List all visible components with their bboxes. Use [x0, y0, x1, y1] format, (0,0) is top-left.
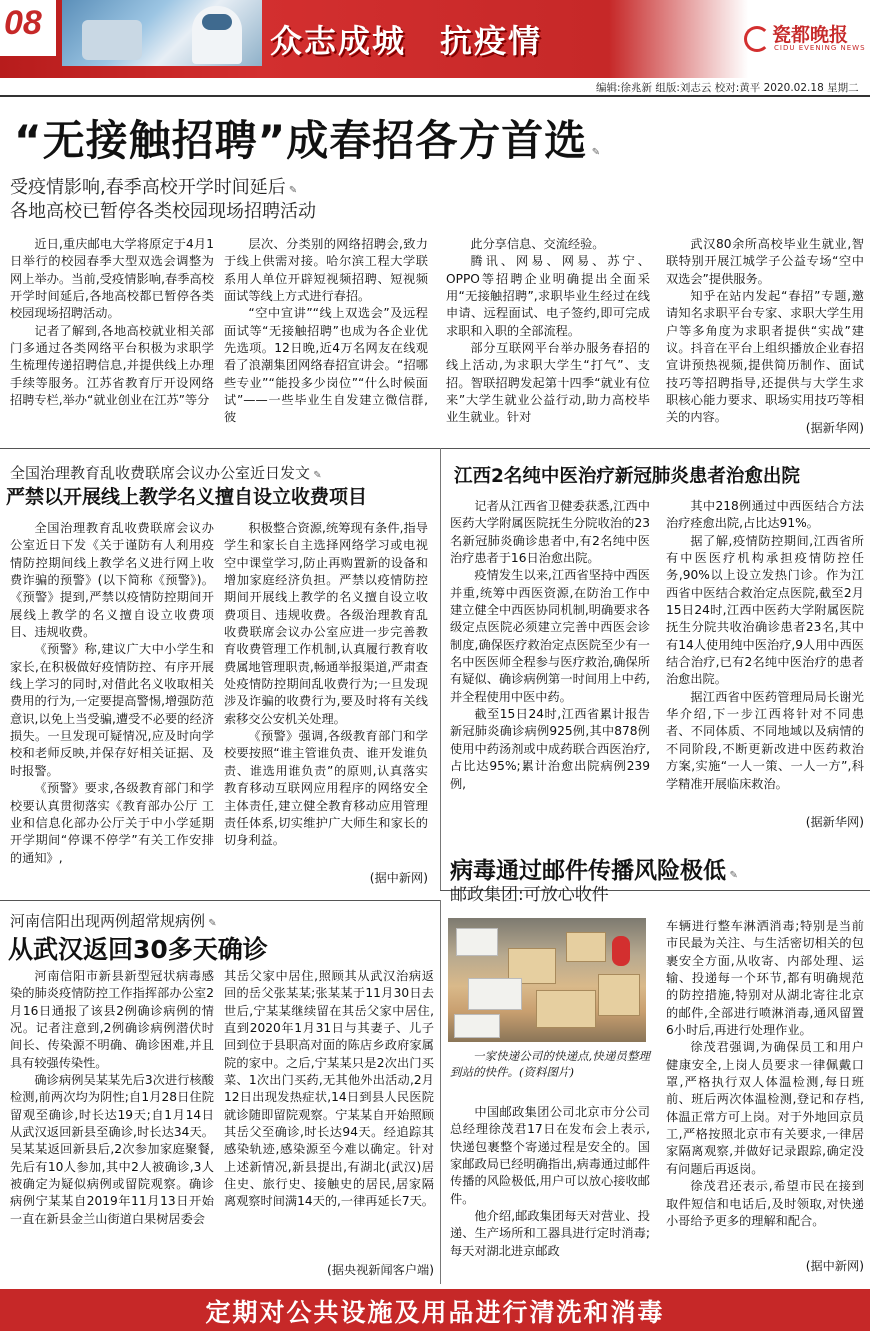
paragraph: 河南信阳市新县新型冠状病毒感染的肺炎疫情防控工作指挥部办公室2月16日通报了该县2例确诊病例的情况。记者注意到,2例确诊病例潜伏时间长、传染源不明确、确诊困难,并且具有较强传染性。: [10, 969, 214, 1070]
paragraph: 据了解,疫情防控期间,江西省所有中医医疗机构承担疫情防控任务,90%以上设立发热门诊。作为江西省中医结合救治定点医院,截至2月15日24时,江西中医药大学附属医院抚生分院共收治确诊患者23名,其中有14人使用纯中医治疗,9人用中西医结合治疗,已有2名纯中医治疗的患者治愈出院。: [666, 533, 864, 687]
photo-parcel: [536, 990, 596, 1028]
mail-headline: 病毒通过邮件传播风险极低 ✎: [450, 852, 738, 885]
paragraph: 记者了解到,各地高校就业相关部门多通过各类网络平台积极为求职学生梳理传递招聘信息,并提供线上办理手续等服务。江苏省教育厅开设网络招聘专栏,举办“就业创业在江苏”等分: [10, 323, 214, 408]
paragraph: 疫情发生以来,江西省坚持中西医并重,统筹中西医资源,在防治工作中建立健全中西医协同机制,明确要求各级定点医院必须建立完善中西医会诊制度,确保医疗救治定点医院至少有一名中医医师全程参与医疗救治,确保所有疑似、确诊病例第一时间用上中药,并全程使用中医中药。: [450, 568, 650, 704]
mail-photo-caption: 一家快递公司的快递点,快递员整理到站的快件。(资料图片): [450, 1049, 650, 1079]
paragraph: 知乎在站内发起“春招”专题,邀请知名求职平台专家、求职大学生用户等多角度为求职者提供“实战”建议。抖音在平台上组织播放企业春招宣讲预热视频,提供简历制作、面试技巧等招聘指导,还提供与大学生求职核心能力要求、职场实用技巧等相关的内容。: [666, 289, 864, 425]
paragraph: 徐茂君还表示,希望市民在接到取件短信和电话后,及时领取,对快递小哥给予更多的理解和配合。: [666, 1179, 864, 1228]
fees-column-2: [224, 520, 428, 872]
paragraph: 《预警》要求,各级教育部门和学校要认真贯彻落实《教育部办公厅 工业和信息化部办公厅关于中小学延期开学期间“停课不停学”有关工作安排的通知》,: [10, 781, 214, 865]
lead-subtitle-2: 各地高校已暂停各类校园现场招聘活动: [10, 201, 316, 222]
mail-column-1: [450, 1104, 650, 1276]
paragraph: 《预警》称,建议广大中小学生和家长,在积极做好疫情防控、有序开展线上学习的同时,对借此名义收取相关费用的行为,一定要提高警惕,增强防范意识,以免上当受骗,遭受不必要的经济损失。一旦发现可疑情况,应及时向学校和老师反映,并保存好相关证据、及时报警。: [10, 642, 214, 778]
paragraph: 层次、分类别的网络招聘会,致力于线上供需对接。哈尔滨工程大学联系用人单位开辟短视频招聘、短视频面试等线上方式进行春招。: [224, 237, 428, 304]
editors-line: 编辑:徐兆新 组版:刘志云 校对:黄平 2020.02.18 星期二: [596, 82, 859, 94]
masthead-slogan: 众志成城 抗疫情: [270, 23, 543, 59]
henan-column-2: [224, 968, 434, 1264]
fees-headline: 严禁以开展线上教学名义擅自设立收费项目: [6, 486, 368, 508]
newspaper-name: 瓷都晚报: [772, 25, 849, 46]
lead-column-1: [10, 236, 214, 448]
paragraph: 积极整合资源,统筹现有条件,指导学生和家长自主选择网络学习或电视空中课堂学习,防止再购置新的设备和增加家庭经济负担。严禁以疫情防控期间开展线上教学的名义擅自设立收费项目、违规收费。各级治理教育乱收费联席会议办公室应进一步完善教育收费管理工作机制,认真履行教育收费属地管理职责,畅通举报渠道,严肃查处疫情防控期间乱收费行为;一旦发现涉及诈骗的收费行为,要及时将有关线索移交公安机关处理。: [224, 521, 428, 726]
paragraph: 此分享信息、交流经验。: [470, 237, 605, 251]
page-number: 08: [4, 4, 42, 42]
column-divider: [440, 448, 441, 890]
photo-parcel: [454, 1014, 500, 1038]
paragraph: 部分互联网平台举办服务春招的线上活动,为求职大学生“打气”、支招。智联招聘发起第十四季“就业有位来”大学生就业公益行动,助力高校毕业生就业。针对: [446, 341, 650, 425]
henan-column-1: [10, 968, 214, 1280]
photo-parcel: [566, 932, 606, 962]
footer-banner-text: 定期对公共设施及用品进行清洗和消毒: [205, 1298, 665, 1327]
paragraph: 车辆进行整车淋洒消毒;特别是当前市民最为关注、与生活密切相关的包裹安全方面,从收寄、内部处理、运输、投递每一个环节,都有明确规范的防控措施,特别对从湖北寄往北京的邮件,全部进行喷淋消毒,通风留置6小时后,再进行处理作业。: [666, 919, 864, 1038]
paragraph: 截至15日24时,江西省累计报告新冠肺炎确诊病例925例,其中878例使用中药汤剂或中成药联合西医治疗,占比达95%;累计治愈出院病例239例,: [450, 707, 650, 791]
paragraph: 其岳父家中居住,照顾其从武汉治病返回的岳父张某某;张某某于11月30日去世后,宁某某继续留在其岳父家中居住,直到2020年1月31日与其妻子、儿子回到位于县职高对面的陈店乡政府家属院的家中。之后,宁某某只是2次出门买菜、1次出门买药,无其他外出活动,2月12日出现发热症状,14日到县人民医院就诊随即留院观察。宁某某自开始照顾其岳父至确诊,时长达94天。经追踪其感染轨迹,感染源至今难以确定。针对上述新情况,新县提出,有湖北(武汉)居住史、旅行史、接触史的居民,居家隔离观察时间满14天的,一律再延长7天。: [224, 969, 434, 1209]
lead-column-4: [666, 236, 864, 434]
photo-background-figure: [82, 20, 142, 60]
section-divider: [0, 448, 870, 449]
newspaper-logo-icon: [744, 26, 770, 52]
paragraph: 确诊病例吴某某先后3次进行核酸检测,前两次均为阴性;自1月28日住院留观至确诊,时长达19天;自1月14日从武汉返回新县至确诊,时长达34天。吴某某返回新县后,2次参加家庭聚餐,先后有10人参加,其中2人被确诊,3人被确定为疑似病例或留院观察。确诊病例宁某某自2019年11月13日开始一直在新县金兰山街道白果树居委会: [10, 1073, 214, 1226]
header-divider: [0, 95, 870, 97]
paragraph: 其中218例通过中西医结合方法治疗痊愈出院,占比达91%。: [666, 499, 864, 531]
section-divider: [0, 900, 440, 901]
jiangxi-column-2: [666, 498, 864, 816]
paragraph: 《预警》强调,各级教育部门和学校要按照“谁主管谁负责、谁开发谁负责、谁选用谁负责”的原则,认真落实教育移动互联网应用程序的网络安全主体责任,建立健全教育移动应用管理责任体系,切实维护广大师生和家长的切身利益。: [224, 729, 428, 848]
henan-kicker: 河南信阳出现两例超常规病例 ✎: [10, 910, 217, 931]
column-divider: [440, 900, 441, 1284]
photo-parcel: [468, 978, 522, 1010]
paragraph: 记者从江西省卫健委获悉,江西中医药大学附属医院抚生分院收治的23名新冠肺炎确诊患者中,有2名纯中医治疗患者于16日治愈出院。: [450, 499, 650, 566]
paragraph: “空中宣讲”“线上双选会”及远程面试等“无接触招聘”也成为各企业优先选项。12日晚,近4万名网友在线观看了浪潮集团网络春招宣讲会。“招哪些专业”“能投多少岗位”“什么时候面试”——一些毕业生自发建立微信群,彼: [224, 306, 428, 425]
photo-courier: [612, 936, 630, 966]
mail-photo-delivery-station: [448, 918, 646, 1042]
paragraph: 全国治理教育乱收费联席会议办公室近日下发《关于谨防有人利用疫情防控期间线上教学名义进行网上收费诈骗的预警》(以下简称《预警》)。《预警》提到,严禁以疫情防控期间开展线上教学的名义擅自设立收费项目、违规收费。: [10, 521, 214, 640]
paragraph: 腾讯、网易、网易、苏宁、OPPO等招聘企业明确提出全面采用“无接触招聘”,求职毕业生经过在线申请、远程面试、电子签约,即可完成求职和入职的全部流程。: [446, 254, 650, 338]
lead-column-2: [224, 236, 428, 448]
newspaper-name-english: CIDU EVENING NEWS: [774, 44, 866, 52]
paragraph: 武汉80余所高校毕业生就业,智联特别开展江城学子公益专场“空中双选会”提供服务。: [666, 237, 864, 286]
paragraph: 近日,重庆邮电大学将原定于4月1日举行的校园春季大型双选会调整为网上举办。当前,受疫情影响,春季高校开学时间延后,各地高校都已暂停各类校园现场招聘活动。: [10, 237, 214, 321]
fees-kicker: 全国治理教育乱收费联席会议办公室近日发文 ✎: [10, 462, 322, 483]
lead-subtitle-1: 受疫情影响,春季高校开学时间延后 ✎: [10, 176, 297, 202]
mail-source: (据中新网): [805, 1259, 864, 1273]
lead-column-3: [446, 236, 650, 448]
paragraph: 据江西省中医药管理局局长谢光华介绍,下一步江西将针对不同患者、不同体质、不同地域以及病情的不同阶段,不断更新改进中医药救治方案,实施“一人一策、一人一方”,科学精准开展临床救治。: [666, 689, 864, 791]
henan-headline: 从武汉返回30多天确诊: [8, 935, 268, 964]
lead-headline: “无接触招聘”成春招各方首选 ✎: [14, 108, 601, 168]
paragraph: 中国邮政集团公司北京市分公司总经理徐茂君17日在发布会上表示,快递包裹整个寄递过程是安全的。国家邮政局已经明确指出,病毒通过邮件传播的风险极低,用户可以放心接收邮件。: [450, 1105, 650, 1206]
mail-subtitle: 邮政集团:可放心收件: [450, 885, 609, 905]
fees-source: (据中新网): [369, 871, 428, 885]
paragraph: 他介绍,邮政集团每天对营业、投递、生产场所和工器具进行定时消毒;每天对湖北进京邮政: [450, 1209, 650, 1258]
photo-parcel: [598, 974, 640, 1016]
jiangxi-headline: 江西2名纯中医治疗新冠肺炎患者治愈出院: [454, 466, 800, 487]
paragraph: 徐茂君强调,为确保员工和用户健康安全,上岗人员要求一律佩戴口罩,严格执行双人体温检测,每日班前、班后两次体温检测,登记和存档,体温正常方可上岗。对于外地回京员工,严格按照北京市有关要求,一律居家隔离观察,并做好记录跟踪,确定没有问题后再返岗。: [666, 1040, 864, 1176]
jiangxi-source: (据新华网): [805, 815, 864, 829]
photo-parcel: [456, 928, 498, 956]
mail-column-2: [666, 918, 864, 1258]
lead-source: (据新华网): [805, 421, 864, 435]
jiangxi-column-1: [450, 498, 650, 874]
henan-source: (据央视新闻客户端): [326, 1263, 434, 1277]
masthead-photo: [62, 0, 262, 66]
fees-column-1: [10, 520, 214, 892]
photo-face-mask: [202, 14, 232, 30]
